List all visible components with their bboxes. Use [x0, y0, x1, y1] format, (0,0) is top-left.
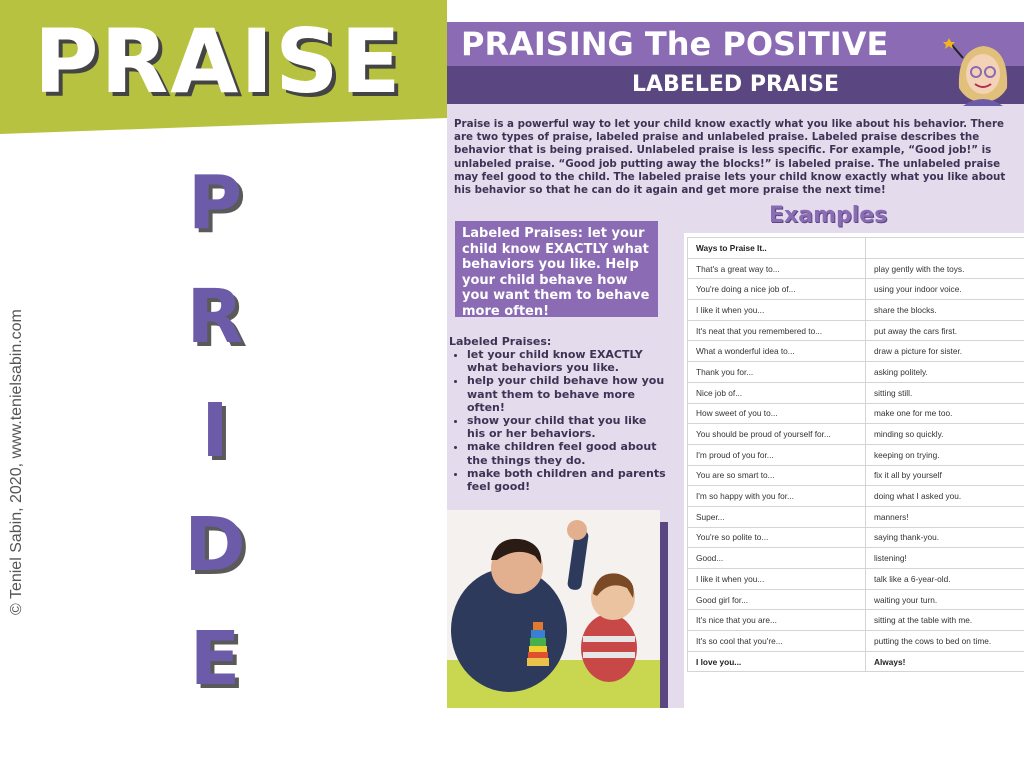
table-row — [688, 320, 1024, 341]
table-row — [688, 424, 1024, 445]
pride-acronym — [180, 158, 250, 728]
table-row — [688, 279, 1024, 300]
father-son-photo — [447, 510, 660, 708]
table-cell: I like it when you... — [688, 300, 866, 321]
examples-table-panel — [684, 233, 1024, 708]
table-cell: I'm proud of you for... — [688, 444, 866, 465]
list-item: • make children feel good about the things they do. — [467, 440, 667, 466]
table-cell: put away the cars first. — [866, 320, 1024, 341]
labeled-praise-callout: Labeled Praises: let your child know EXACTLY what behaviors you like. Help your child behave how you want them to behave more often! — [455, 221, 658, 317]
table-cell: Good girl for... — [688, 589, 866, 610]
table-row — [688, 444, 1024, 465]
praise-title: PRAISE — [34, 10, 403, 113]
cartoon-avatar-icon — [937, 28, 1017, 106]
pride-letter-e: E — [189, 616, 241, 702]
table-row — [688, 341, 1024, 362]
table-row — [688, 569, 1024, 590]
table-cell: You're doing a nice job of... — [688, 279, 866, 300]
table-cell: Thank you for... — [688, 362, 866, 383]
examples-title: Examples — [769, 203, 888, 228]
table-cell: talk like a 6-year-old. — [866, 569, 1024, 590]
pride-letter-d: D — [184, 502, 246, 588]
table-row — [688, 362, 1024, 383]
intro-paragraph: Praise is a powerful way to let your child know exactly what you like about his behavior. There are two types of praise, labeled praise and unlabeled praise. Labeled praise describes the behavior that is being praised. Unlabeled praise is less specific. For example, “Good job!” is unlabeled praise. “Good job putting away the blocks!” is labeled praise. The unlabeled praise may feel good to the child. The labeled praise lets your child know exactly what you like about his behavior so that he can do it again and get more praise the next time! — [454, 118, 1006, 197]
table-cell: share the blocks. — [866, 300, 1024, 321]
labeled-praises-heading: Labeled Praises: — [449, 335, 552, 348]
table-header-row — [688, 238, 1024, 259]
table-cell: listening! — [866, 548, 1024, 569]
table-cell: keeping on trying. — [866, 444, 1024, 465]
table-cell: What a wonderful idea to... — [688, 341, 866, 362]
table-cell: It's neat that you remembered to... — [688, 320, 866, 341]
document-page — [447, 22, 1024, 708]
page-heading: PRAISING The POSITIVE — [447, 22, 1024, 66]
table-cell: You're so polite to... — [688, 527, 866, 548]
table-cell: You should be proud of yourself for... — [688, 424, 866, 445]
table-cell: I love you... — [688, 651, 866, 672]
table-cell: How sweet of you to... — [688, 403, 866, 424]
table-cell: It's nice that you are... — [688, 610, 866, 631]
table-cell: Nice job of... — [688, 382, 866, 403]
table-cell: fix it all by yourself — [866, 465, 1024, 486]
table-row — [688, 548, 1024, 569]
table-cell: waiting your turn. — [866, 589, 1024, 610]
table-cell: minding so quickly. — [866, 424, 1024, 445]
table-cell: You are so smart to... — [688, 465, 866, 486]
list-item: • show your child that you like his or her behaviors. — [467, 414, 667, 440]
table-cell: Super... — [688, 506, 866, 527]
list-item: • make both children and parents feel good! — [467, 467, 667, 493]
table-row — [688, 506, 1024, 527]
table-row — [688, 631, 1024, 652]
table-cell: manners! — [866, 506, 1024, 527]
table-row — [688, 300, 1024, 321]
table-cell: draw a picture for sister. — [866, 341, 1024, 362]
table-cell: doing what I asked you. — [866, 486, 1024, 507]
table-cell: It's so cool that you're... — [688, 631, 866, 652]
photo-accent-bar — [660, 522, 668, 708]
table-cell: Always! — [866, 651, 1024, 672]
table-cell: play gently with the toys. — [866, 258, 1024, 279]
list-item: • let your child know EXACTLY what behaviors you like. — [467, 348, 667, 374]
table-cell: sitting at the table with me. — [866, 610, 1024, 631]
pride-letter-p: P — [187, 160, 243, 246]
table-cell: Good... — [688, 548, 866, 569]
table-cell: asking politely. — [866, 362, 1024, 383]
table-cell: using your indoor voice. — [866, 279, 1024, 300]
pride-letter-r: R — [186, 274, 244, 360]
table-row — [688, 465, 1024, 486]
table-cell: I'm so happy with you for... — [688, 486, 866, 507]
table-cell: saying thank-you. — [866, 527, 1024, 548]
table-row — [688, 527, 1024, 548]
table-row — [688, 486, 1024, 507]
table-cell: make one for me too. — [866, 403, 1024, 424]
page-subheading: LABELED PRAISE — [447, 66, 1024, 104]
table-cell: That's a great way to... — [688, 258, 866, 279]
examples-table — [687, 237, 1024, 672]
table-cell: sitting still. — [866, 382, 1024, 403]
table-row — [688, 651, 1024, 672]
table-header-cell — [866, 238, 1024, 259]
table-cell: I like it when you... — [688, 569, 866, 590]
table-row — [688, 610, 1024, 631]
table-header-cell: Ways to Praise It.. — [688, 238, 866, 259]
copyright-notice: © Teniel Sabin, 2020, www.tenielsabin.com — [8, 309, 25, 615]
table-row — [688, 589, 1024, 610]
table-row — [688, 382, 1024, 403]
table-row — [688, 403, 1024, 424]
labeled-praises-list — [455, 348, 667, 493]
table-cell: putting the cows to bed on time. — [866, 631, 1024, 652]
list-item: • help your child behave how you want them to behave more often! — [467, 374, 667, 414]
table-row — [688, 258, 1024, 279]
pride-letter-i: I — [201, 388, 229, 474]
